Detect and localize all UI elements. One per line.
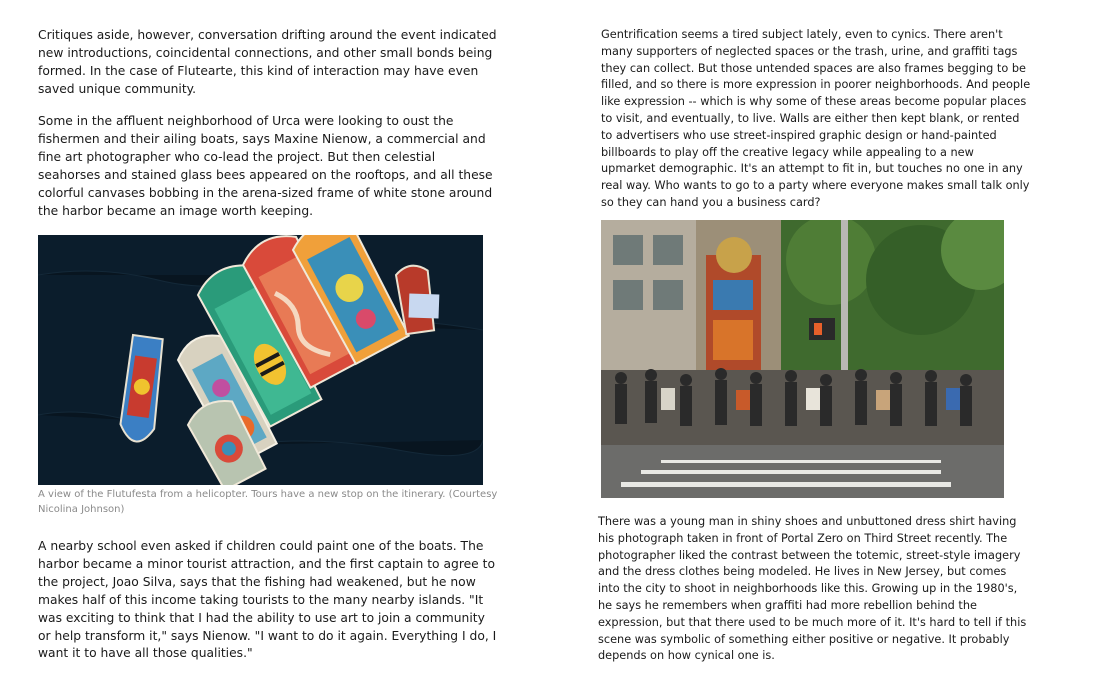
right-paragraph-2: There was a young man in shiny shoes and unbuttoned dress shirt having his photograph taken in front of Portal Zero on Third Street recently. The photographer liked the contrast between the totemic, street-style imagery and the dress clothes being modeled. He lives in New Jersey, but comes into the city to shoot in neighborhoods like this. Growing up in the 1980's, he says he remembers when graffiti had more rebellion behind the expression, but that there used to be much more of it. It's hard to tell if this scene was symbolic of something either positive or negative. It probably depends on how cynical one is. [598,515,1027,663]
portal-zero-street-photo [601,220,1004,498]
left-paragraph-2: Some in the affluent neighborhood of Urca were looking to oust the fishermen and their ailing boats, says Maxine Nienow, a commercial and fine art photographer who co-lead the project. But then celestial seahorses and stained glass bees appeared on the rooftops, and all these colorful canvases bobbing in the arena-sized frame of white stone around the harbor became an image worth keeping. [38,114,493,218]
helicopter-boats-photo [38,235,483,485]
left-paragraph-1: Critiques aside, however, conversation drifting around the event indicated new introductions, coincidental connections, and other small bonds being formed. In the case of Flutearte, this kind of interaction may have even saved unique community. [38,28,497,96]
street-scene-illustration [601,220,1004,498]
boats-illustration [38,235,483,485]
left-paragraph-3: A nearby school even asked if children could paint one of the boats. The harbor became a minor tourist attraction, and the first captain to agree to the project, Joao Silva, says that the fishing had weakened, but he now makes half of this income taking tourists to the many nearby islands. "It was exciting to think that I had the ability to use art to join a community or help transform it," says Nienow. "I want to do it again. Everything I do, I want it to have all those qualities." [38,539,497,661]
image-caption: A view of the Flutufesta from a helicopter. Tours have a new stop on the itinerary. (Courtesy Nicolina Johnson) [38,489,498,515]
right-paragraph-1: Gentrification seems a tired subject lately, even to cynics. There aren't many supporters of neglected spaces or the trash, urine, and graffiti tags they can collect. But those untended spaces are also frames begging to be filled, and so there is more expression in poorer neighborhoods. And people like expression -- which is why some of these areas become popular places to visit, and eventually, to live. Walls are either then kept blank, or rented to advertisers who use street-inspired graphic design or hand-painted billboards to play off the creative legacy while appealing to a new upmarket demographic. It's an attempt to fit in, but touches no one in any real way. Who wants to go to a party where everyone makes small talk only so they can hand you a business card? [601,28,1031,209]
